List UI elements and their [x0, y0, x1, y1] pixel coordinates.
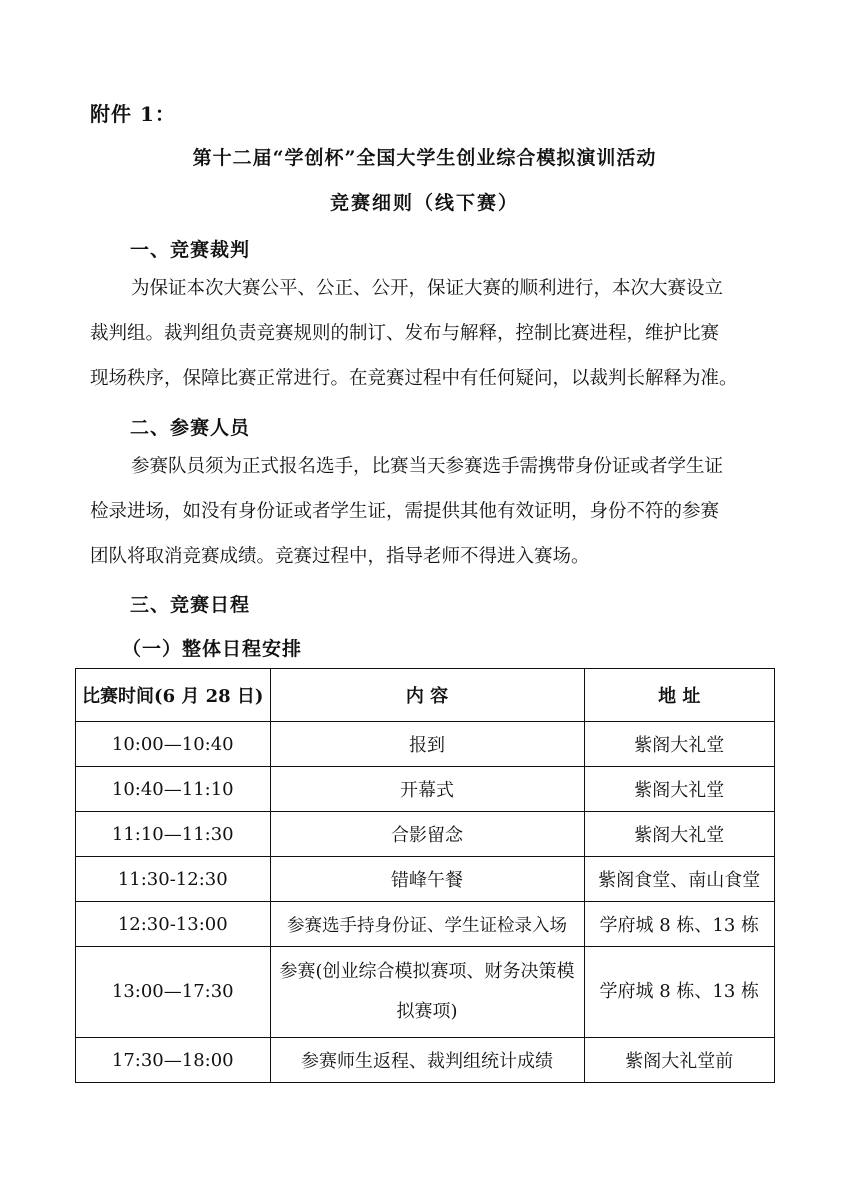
attachment-label: 附件 1： [90, 102, 176, 126]
document-subtitle: 竞赛细则（线下赛） [329, 192, 519, 214]
content-cell: 开幕式 [270, 767, 584, 812]
content-cell: 报到 [270, 722, 584, 767]
table-header-row [76, 669, 775, 722]
content-cell: 参赛师生返程、裁判组统计成绩 [270, 1038, 584, 1083]
time-cell: 13:00—17:30 [76, 947, 271, 1038]
document-title: 第十二届“学创杯”全国大学生创业综合模拟演训活动 [192, 147, 657, 169]
table-row [76, 902, 775, 947]
location-cell: 紫阁大礼堂 [584, 812, 774, 857]
location-cell: 紫阁食堂、南山食堂 [584, 857, 774, 902]
paragraph-line: 检录进场，如没有身份证或者学生证，需提供其他有效证明，身份不符的参赛 [90, 501, 720, 522]
table-row [76, 947, 775, 1038]
time-cell: 17:30—18:00 [76, 1038, 271, 1083]
header-location: 地 址 [584, 669, 774, 722]
table-row [76, 812, 775, 857]
content-cell: 合影留念 [270, 812, 584, 857]
section-paragraph-participants [90, 444, 758, 579]
time-cell: 10:00—10:40 [76, 722, 271, 767]
subsection-heading-overall-schedule: （一）整体日程安排 [122, 638, 303, 660]
paragraph-line: 现场秩序，保障比赛正常进行。在竞赛过程中有任何疑问，以裁判长解释为准。 [90, 368, 738, 389]
location-cell: 紫阁大礼堂 [584, 767, 774, 812]
location-cell: 紫阁大礼堂前 [584, 1038, 774, 1083]
paragraph-line: 团队将取消竞赛成绩。竞赛过程中，指导老师不得进入赛场。 [90, 546, 590, 567]
header-content: 内 容 [270, 669, 584, 722]
table-row [76, 857, 775, 902]
content-cell: 参赛选手持身份证、学生证检录入场 [270, 902, 584, 947]
table-row [76, 1038, 775, 1083]
location-cell: 紫阁大礼堂 [584, 722, 774, 767]
time-cell: 12:30-13:00 [76, 902, 271, 947]
time-cell: 10:40—11:10 [76, 767, 271, 812]
section-heading-participants: 二、参赛人员 [130, 417, 251, 439]
paragraph-line: 裁判组。裁判组负责竞赛规则的制订、发布与解释，控制比赛进程，维护比赛 [90, 323, 720, 344]
section-heading-schedule: 三、竞赛日程 [130, 594, 251, 616]
time-cell: 11:10—11:30 [76, 812, 271, 857]
time-cell: 11:30-12:30 [76, 857, 271, 902]
content-cell: 参赛(创业综合模拟赛项、财务决策模拟赛项) [270, 947, 584, 1038]
paragraph-line: 为保证本次大赛公平、公正、公开，保证大赛的顺利进行，本次大赛设立 [131, 278, 724, 299]
schedule-table [75, 668, 775, 1083]
section-heading-referee: 一、竞赛裁判 [130, 239, 251, 261]
header-time: 比赛时间(6 月 28 日) [76, 669, 271, 722]
content-cell: 错峰午餐 [270, 857, 584, 902]
location-cell: 学府城 8 栋、13 栋 [584, 902, 774, 947]
table-row [76, 767, 775, 812]
table-row [76, 722, 775, 767]
location-cell: 学府城 8 栋、13 栋 [584, 947, 774, 1038]
paragraph-line: 参赛队员须为正式报名选手，比赛当天参赛选手需携带身份证或者学生证 [131, 456, 724, 477]
section-paragraph-referee [90, 266, 758, 401]
